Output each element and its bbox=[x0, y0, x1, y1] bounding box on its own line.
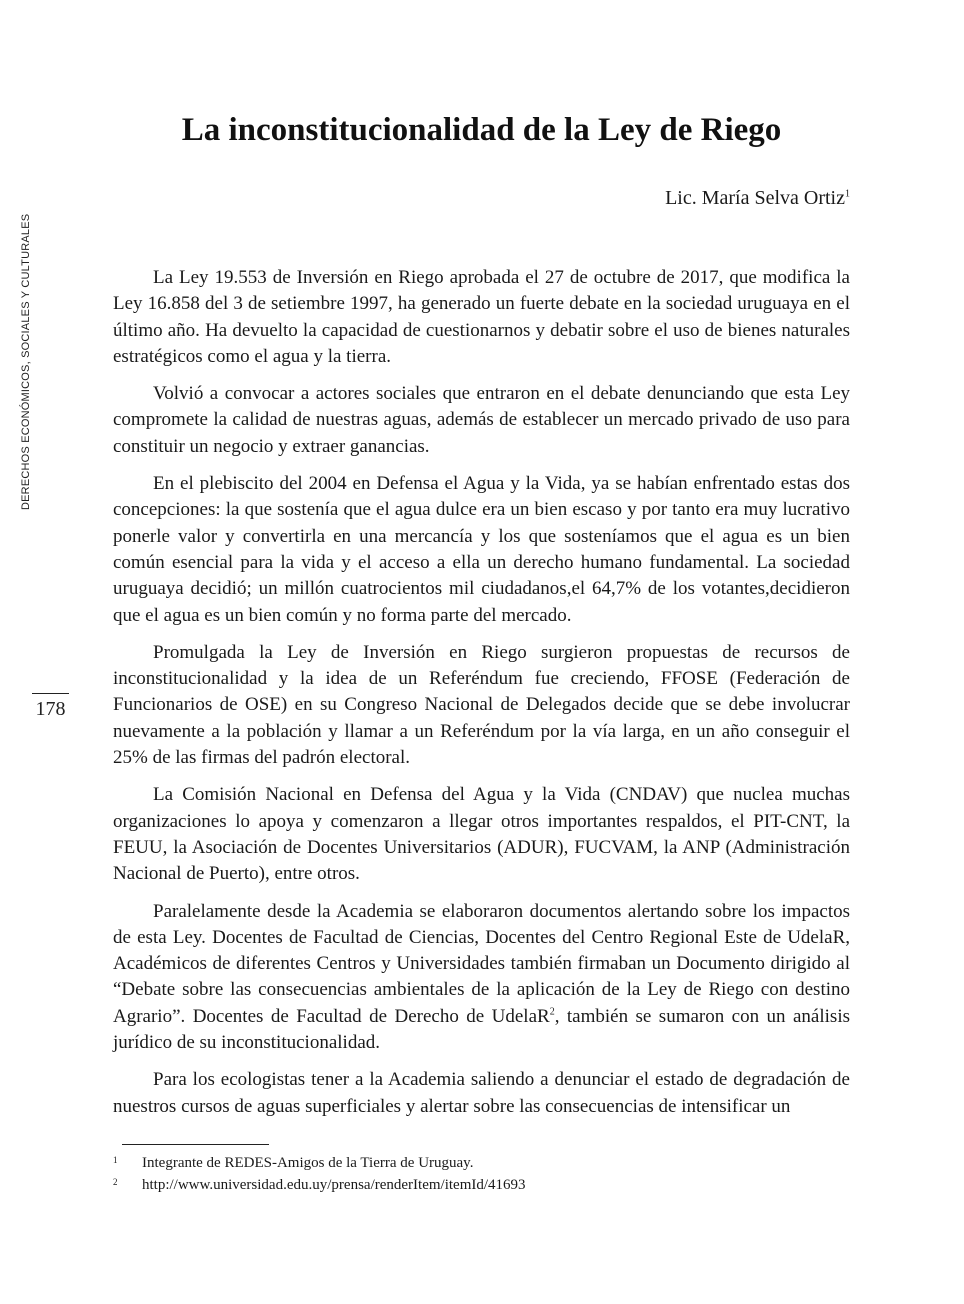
paragraph-3: En el plebiscito del 2004 en Defensa el Agua y la Vida, ya se habían enfrentado estas dos concepciones: la que sostenía que el agua dulce era un bien escaso y por tanto era muy lucrativo ponerle valor y convertirla en una mercancía y los que sosteníamos que el agua es un bien común esencial para la vida y el acceso a ella un derecho humano fundamental. La sociedad uruguaya decidió; un millón cuatrocientos mil ciudadanos,el 64,7% de los votantes,decidieron que el agua es un bien común y no forma parte del mercado. bbox=[113, 473, 850, 626]
footnotes bbox=[113, 1152, 850, 1196]
paragraph-6 bbox=[113, 899, 850, 1057]
paragraph-4: Promulgada la Ley de Inversión en Riego surgieron propuestas de recursos de inconstitucionalidad y la idea de un Referéndum fue creciendo, FFOSE (Federación de Funcionarios de OSE) en su Congreso Nacional de Delegados decide que se debe involucrar nuevamente a la población y llamar a un Referéndum por la vía larga, en un año conseguir el 25% de las firmas del padrón electoral. bbox=[113, 641, 850, 769]
paragraph-6-text: Paralelamente desde la Academia se elaboraron documentos alertando sobre los impactos de esta Ley. Docentes de Facultad de Ciencias, Docentes del Centro Regional Este de UdelaR, Académicos de diferentes Centros y Universidades también firmaban un Documento dirigido al “Debate sobre las consecuencias ambientales de la aplicación de la Ley de Riego con destino Agrario”. Docentes de Facultad de Derecho de UdelaR bbox=[113, 900, 850, 1027]
footnote-number: 2 bbox=[113, 1177, 118, 1187]
footnote-marker-2: 2 bbox=[549, 1006, 555, 1018]
footnote-link[interactable]: http://www.universidad.edu.uy/prensa/renderItem/itemId/41693 bbox=[142, 1177, 526, 1193]
running-section-label: DERECHOS ECONÓMICOS, SOCIALES Y CULTURALES bbox=[20, 213, 32, 510]
paragraph-1: La Ley 19.553 de Inversión en Riego aprobada el 27 de octubre de 2017, que modifica la Ley 16.858 del 3 de setiembre 1997, ha generado un fuerte debate en la sociedad uruguaya en el último año. Ha devuelto la capacidad de cuestionarnos y debatir sobre el uso de bienes naturales estratégicos como el agua y la tierra. bbox=[113, 267, 850, 367]
footnote-separator bbox=[122, 1144, 269, 1145]
footnote-2 bbox=[113, 1174, 850, 1196]
article-title: La inconstitucionalidad de la Ley de Riego bbox=[181, 112, 782, 148]
article-body bbox=[113, 265, 850, 1131]
page-number: 178 bbox=[35, 698, 66, 720]
footnote-1 bbox=[113, 1152, 850, 1174]
footnote-text: Integrante de REDES-Amigos de la Tierra de Uruguay. bbox=[142, 1155, 474, 1171]
paragraph-6-text-end: , también se sumaron con un análisis jurídico de su inconstitucionalidad. bbox=[113, 1005, 850, 1054]
author-footnote-marker: 1 bbox=[845, 188, 850, 200]
paragraph-5: La Comisión Nacional en Defensa del Agua y la Vida (CNDAV) que nuclea muchas organizaciones lo apoya y comenzaron a llegar otros importantes respaldos, el PIT-CNT, la FEUU, la Asociación de Docentes Universitarios (ADUR), FUCVAM, la ANP (Administración Nacional de Puerto), entre otros. bbox=[113, 784, 850, 885]
author-line bbox=[665, 186, 850, 210]
author-name: Lic. María Selva Ortiz bbox=[665, 187, 845, 209]
footnote-number: 1 bbox=[113, 1155, 118, 1165]
page-number-rule bbox=[32, 693, 69, 694]
paragraph-2: Volvió a convocar a actores sociales que entraron en el debate denunciando que esta Ley compromete la calidad de nuestras aguas, además de establecer un mercado privado de uso para constituir un negocio y extraer ganancias. bbox=[113, 383, 850, 457]
paragraph-7: Para los ecologistas tener a la Academia saliendo a denunciar el estado de degradación de nuestros cursos de aguas superficiales y alertar sobre las consecuencias de intensificar un bbox=[113, 1069, 850, 1117]
